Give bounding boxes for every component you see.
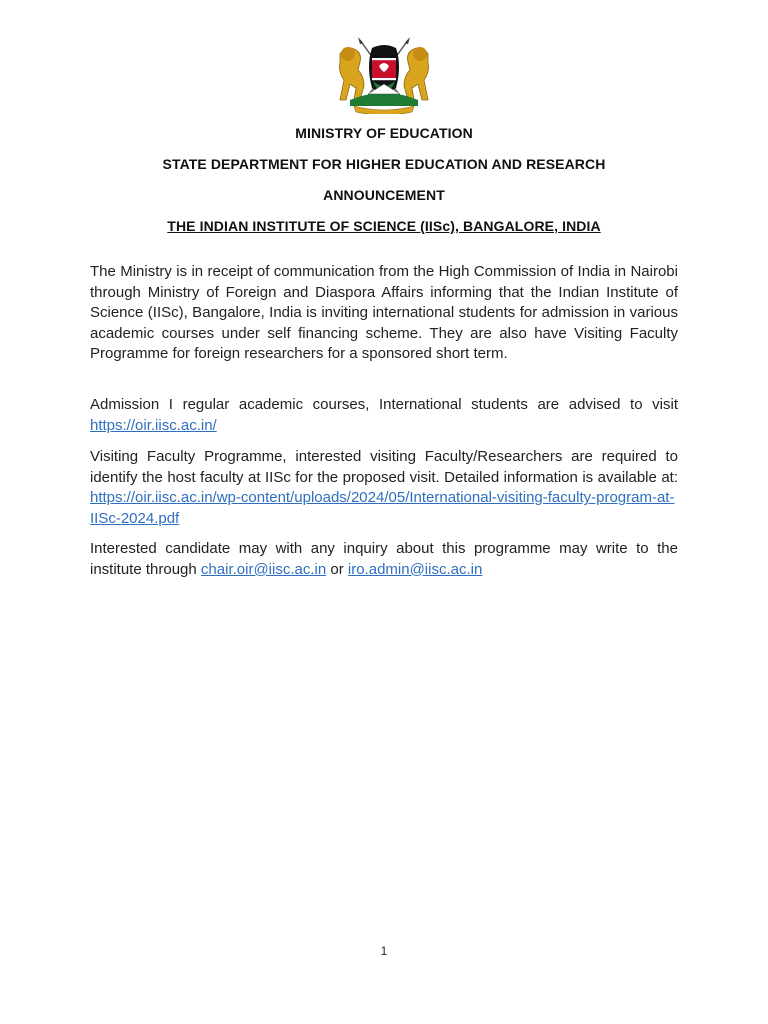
inquiry-paragraph [90, 539, 678, 580]
intro-paragraph: The Ministry is in receipt of communication from the High Commission of India in Nairobi through Ministry of Foreign and Diaspora Affairs informing that the Indian Institute of Science (IISc), Bangalore, India is inviting international students for admission in various academic courses under self financing scheme. They are also have Visiting Faculty Programme for foreign researchers for a sponsored short term. [90, 263, 678, 363]
kenya-coat-of-arms-emblem [330, 34, 438, 114]
subject-heading: THE INDIAN INSTITUTE OF SCIENCE (IISc), BANGALORE, INDIA [167, 218, 601, 234]
admission-paragraph [90, 395, 678, 436]
inquiry-or-text: or [330, 560, 344, 578]
admission-link[interactable]: https://oir.iisc.ac.in/ [90, 416, 217, 434]
ministry-heading: MINISTRY OF EDUCATION [295, 125, 473, 141]
iro-admin-email-link[interactable]: iro.admin@iisc.ac.in [347, 560, 483, 578]
admission-text: Admission I regular academic courses, International students are advised to visit [90, 396, 678, 413]
visiting-faculty-text: Visiting Faculty Programme, interested visiting Faculty/Researchers are required to identify the host faculty at IISc for the proposed visit. Detailed information is available at: [90, 448, 678, 486]
coat-of-arms-icon [330, 34, 438, 114]
page-number: 1 [380, 944, 388, 958]
department-heading: STATE DEPARTMENT FOR HIGHER EDUCATION AND RESEARCH [162, 156, 606, 172]
announcement-heading: ANNOUNCEMENT [323, 187, 445, 203]
visiting-faculty-link[interactable]: https://oir.iisc.ac.in/wp-content/uploads/2024/05/International-visiting-faculty-program-at-IISc-2024.pdf [90, 489, 675, 527]
inquiry-text: Interested candidate may with any inquiry about this programme may write to the institute through [90, 540, 678, 578]
visiting-faculty-paragraph [90, 447, 678, 529]
chair-oir-email-link[interactable]: chair.oir@iisc.ac.in [200, 560, 327, 578]
